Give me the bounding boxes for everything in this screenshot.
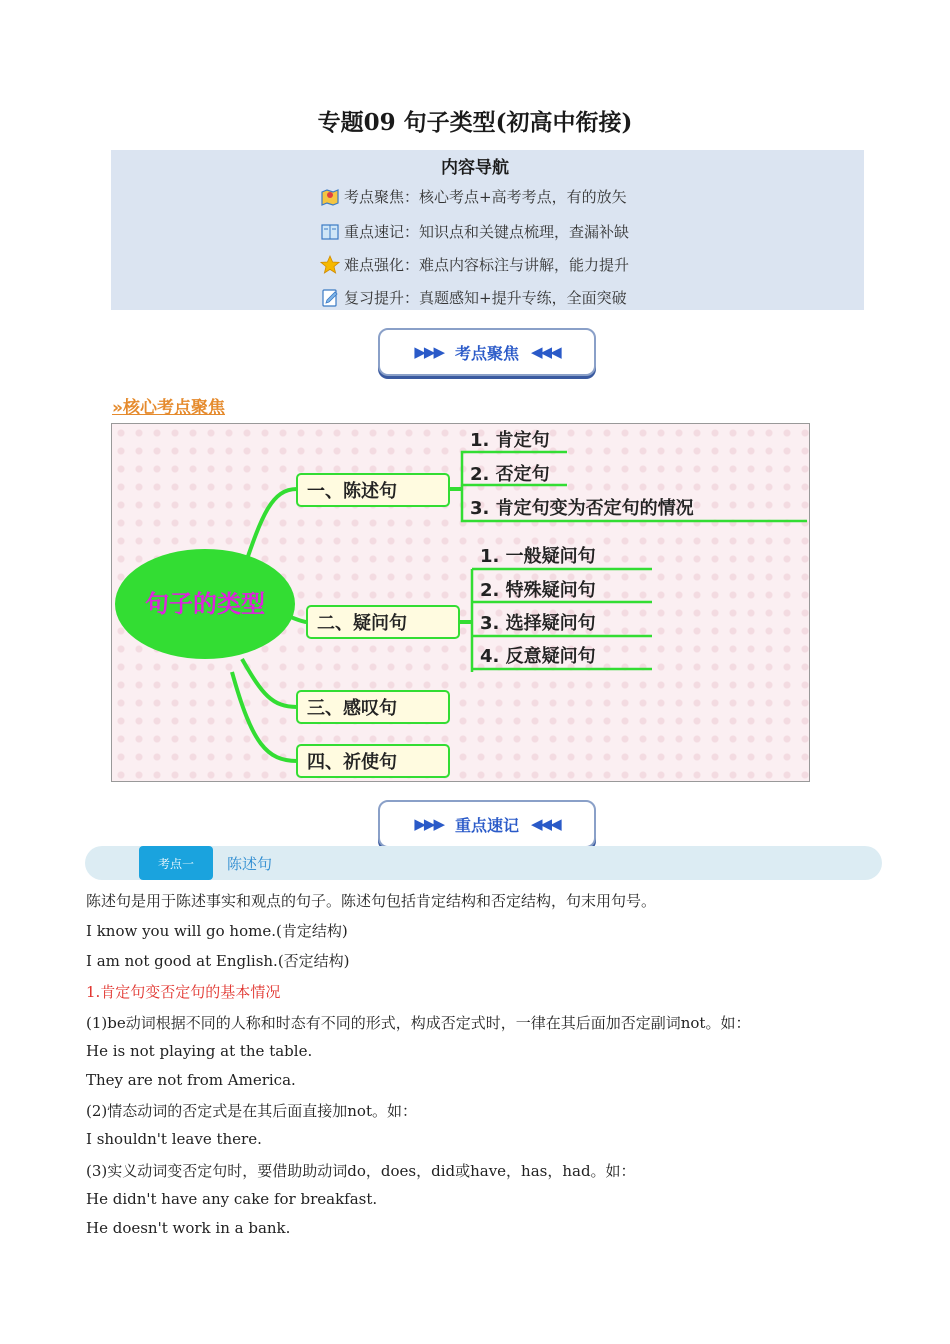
branch-label-1: 一、陈述句 [307,481,397,502]
body-example: I am not good at English.(否定结构) [86,952,350,970]
subheading: 1.肯定句变否定句的基本情况 [86,983,281,1001]
book-icon [320,222,340,242]
map-icon [320,187,340,207]
leaf-label: 3. 肯定句变为否定句的情况 [470,498,694,519]
branch-label-2: 二、疑问句 [317,613,407,634]
nav-item-notes [320,221,629,242]
leaf-label: 1. 肯定句 [470,430,550,451]
mindmap [111,423,810,782]
banner-focus [378,328,596,376]
leaf-label: 2. 否定句 [470,464,550,485]
banner-label: 考点聚焦 [454,343,519,363]
leaf-label: 2. 特殊疑问句 [480,580,596,601]
triple-arrow-left-icon: ◀◀◀ [531,815,560,833]
banner-notes [378,800,596,848]
branch-label-4: 四、祈使句 [307,752,397,773]
nav-item-label: 重点速记：知识点和关键点梳理，查漏补缺 [344,223,630,241]
leaf-label: 3. 选择疑问句 [480,613,596,634]
body-example: I shouldn't leave there. [86,1130,262,1148]
page-title: 专题09 句子类型(初高中衔接) [317,109,633,136]
body-example: He doesn't work in a bank. [86,1219,291,1237]
body-paragraph: 陈述句是用于陈述事实和观点的句子。陈述句包括肯定结构和否定结构，句末用句号。 [86,892,657,910]
body-example: I know you will go home.(肯定结构) [86,922,348,940]
star-icon [320,255,340,275]
nav-item-focus [320,186,627,207]
leaf-label: 4. 反意疑问句 [480,646,596,667]
body-paragraph: (3)实义动词变否定句时，要借助助动词do，does，did或have，has，had。如： [86,1162,636,1180]
nav-item-label: 考点聚焦：核心考点+高考考点，有的放矢 [344,188,627,206]
leaf-label: 1. 一般疑问句 [480,546,596,567]
body-example: He didn't have any cake for breakfast. [86,1190,378,1208]
mindmap-center-label: 句子的类型 [145,590,265,618]
nav-heading: 内容导航 [441,158,509,178]
double-chevron-icon: » [112,398,123,418]
triple-arrow-right-icon: ▶▶▶ [414,343,443,361]
triple-arrow-left-icon: ◀◀◀ [531,343,560,361]
body-paragraph: (1)be动词根据不同的人称和时态有不同的形式，构成否定式时，一律在其后面加否定副词not。如： [86,1014,751,1032]
section-link-core[interactable]: »核心考点聚焦 [112,398,225,418]
body-example: They are not from America. [86,1071,296,1089]
nav-item-hard [320,254,629,275]
body-example: He is not playing at the table. [86,1042,313,1060]
nav-item-label: 复习提升：真题感知+提升专练，全面突破 [344,289,627,307]
triple-arrow-right-icon: ▶▶▶ [414,815,443,833]
nav-item-review [320,287,627,308]
body-paragraph: (2)情态动词的否定式是在其后面直接加not。如： [86,1102,417,1120]
notepad-icon [320,288,340,308]
kp-tag: 考点一 [139,846,213,880]
banner-label: 重点速记 [454,815,519,835]
kp-name: 陈述句 [227,855,273,873]
nav-item-label: 难点强化：难点内容标注与讲解，能力提升 [344,256,630,274]
branch-label-3: 三、感叹句 [307,698,397,719]
